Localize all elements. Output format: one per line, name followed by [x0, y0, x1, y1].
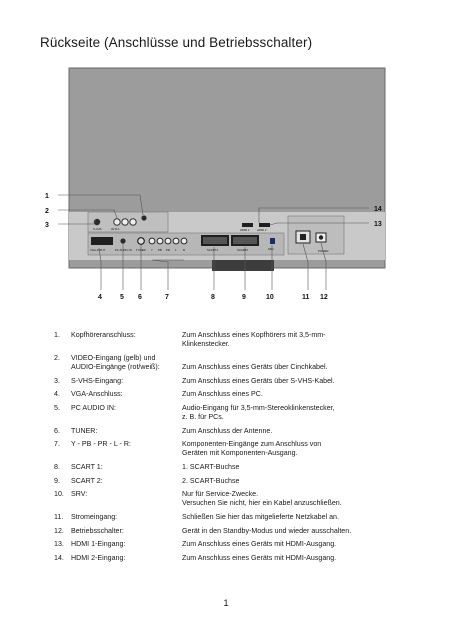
legend-number: 4. — [54, 390, 60, 399]
component-l-jack — [173, 238, 179, 244]
legend-description: Zum Anschluss eines PC. — [182, 390, 263, 399]
audio-r-rca-jack — [122, 219, 128, 225]
legend-row — [54, 427, 414, 436]
legend-term: VIDEO-Eingang (gelb) und AUDIO-Eingänge (rot/weiß): — [71, 353, 160, 371]
legend-term: Y - PB - PR - L - R: — [71, 440, 131, 449]
legend-row — [54, 513, 414, 522]
component-r-label: R — [183, 248, 186, 252]
legend-description: Zum Anschluss eines Geräts über Cinchkabel. — [182, 363, 328, 371]
callout-4: 4 — [98, 294, 102, 301]
legend-description: Zum Anschluss der Antenne. — [182, 426, 273, 435]
legend-description: Gerät in den Standby-Modus und wieder ausschalten. — [182, 526, 352, 535]
legend-term: S-VHS-Eingang: — [71, 376, 124, 385]
legend-description: Komponenten-Eingänge zum Anschluss von Geräten mit Komponenten-Ausgang. — [182, 440, 322, 458]
legend-row — [54, 404, 414, 422]
legend-number: 5. — [54, 403, 60, 412]
audio-l-rca-jack — [130, 219, 136, 225]
hdmi1-port — [242, 223, 253, 227]
legend-description: Zum Anschluss eines Geräts mit HDMI-Ausgang. — [182, 553, 337, 562]
legend-term: HDMI 2-Eingang: — [71, 553, 126, 562]
legend-number: 3. — [54, 376, 60, 385]
legend-row — [54, 390, 414, 399]
legend-number: 10. — [54, 490, 64, 499]
legend-description: 1. SCART-Buchse — [182, 462, 240, 471]
legend-term: PC AUDIO IN: — [71, 403, 116, 412]
callout-7: 7 — [165, 294, 169, 301]
vga-port — [91, 237, 113, 245]
legend-term: SCART 1: — [71, 462, 103, 471]
svhs-label: S-VHS — [93, 227, 102, 231]
hdmi2-port — [259, 223, 270, 227]
component-y-label: Y — [151, 248, 153, 252]
legend-term: VGA-Anschluss: — [71, 390, 123, 399]
connector-legend — [54, 331, 414, 567]
legend-number: 9. — [54, 476, 60, 485]
scart2-label: SCART2 — [237, 248, 248, 252]
srv-port — [270, 238, 275, 244]
component-pb-jack — [157, 238, 163, 244]
callout-6: 6 — [138, 294, 142, 301]
legend-term: SRV: — [71, 490, 88, 499]
callout-11: 11 — [302, 294, 310, 301]
callout-1: 1 — [45, 193, 49, 200]
av-label: AV R-L — [111, 227, 120, 231]
video-rca-jack — [114, 219, 120, 225]
legend-row — [54, 377, 414, 386]
legend-description: 2. SCART-Buchse — [182, 476, 240, 485]
callout-9: 9 — [242, 294, 246, 301]
callout-3: 3 — [45, 222, 49, 229]
component-r-jack — [181, 238, 187, 244]
legend-description: Audio-Eingang für 3,5-mm-Stereoklinkenstecker, z. B. für PCs. — [182, 403, 335, 421]
callout-2: 2 — [45, 208, 49, 215]
legend-term: HDMI 1-Eingang: — [71, 540, 126, 549]
legend-row — [54, 354, 414, 372]
callout-14: 14 — [374, 206, 382, 213]
component-pb-label: PB — [158, 248, 162, 252]
legend-row — [54, 527, 414, 536]
legend-description: Zum Anschluss eines Kopfhörers mit 3,5-mm- Klinkenstecker. — [182, 331, 326, 349]
legend-row — [54, 440, 414, 458]
callout-5: 5 — [120, 294, 124, 301]
legend-description: Nur für Service-Zwecke. Versuchen Sie nicht, hier ein Kabel anzuschließen. — [182, 490, 342, 508]
component-pr-label: PR — [166, 248, 170, 252]
legend-description: Schließen Sie hier das mitgelieferte Netzkabel an. — [182, 512, 339, 521]
legend-row — [54, 540, 414, 549]
pc-audio-jack — [120, 238, 125, 243]
hdmi1-label: HDMI 1 — [240, 228, 250, 232]
page-title: Rückseite (Anschlüsse und Betriebsschalter) — [40, 35, 313, 50]
legend-number: 14. — [54, 553, 64, 562]
component-pr-jack — [165, 238, 171, 244]
legend-row — [54, 477, 414, 486]
headphone-jack — [141, 215, 146, 220]
srv-label: SRV — [268, 247, 274, 251]
legend-term: Kopfhöreranschluss: — [71, 331, 136, 339]
legend-number: 11. — [54, 512, 64, 521]
legend-number: 7. — [54, 440, 60, 449]
legend-number: 8. — [54, 462, 60, 471]
legend-row — [54, 490, 414, 508]
legend-description: Zum Anschluss eines Geräts über S-VHS-Kabel. — [182, 376, 335, 385]
pc-audio-label: PC AUDIO IN — [115, 248, 132, 252]
hdmi2-label: HDMI 2 — [257, 228, 267, 232]
callout-8: 8 — [211, 294, 215, 301]
callout-12: 12 — [320, 294, 328, 301]
vga-label: VGA-INPUT — [90, 248, 106, 252]
legend-term: TUNER: — [71, 426, 98, 435]
component-l-label: L — [175, 248, 177, 252]
legend-row — [54, 463, 414, 472]
power-label: POWER — [318, 249, 329, 253]
tuner-jack — [138, 238, 145, 245]
legend-row — [54, 554, 414, 563]
legend-number: 6. — [54, 426, 60, 435]
legend-number: 13. — [54, 540, 64, 549]
legend-term: Stromeingang: — [71, 512, 118, 521]
legend-term: Betriebsschalter: — [71, 526, 124, 535]
legend-number: 2. — [54, 353, 60, 362]
legend-row — [54, 331, 414, 349]
callout-13: 13 — [374, 221, 382, 228]
legend-number: 12. — [54, 526, 64, 535]
scart1-label: SCART1 — [207, 248, 218, 252]
callout-10: 10 — [266, 294, 274, 301]
legend-number: 1. — [54, 331, 60, 339]
component-y-jack — [149, 238, 155, 244]
legend-description: Zum Anschluss eines Geräts mit HDMI-Ausgang. — [182, 540, 337, 549]
tuner-label: TUNER — [136, 248, 146, 252]
legend-term: SCART 2: — [71, 476, 103, 485]
page-number: 1 — [223, 598, 229, 609]
